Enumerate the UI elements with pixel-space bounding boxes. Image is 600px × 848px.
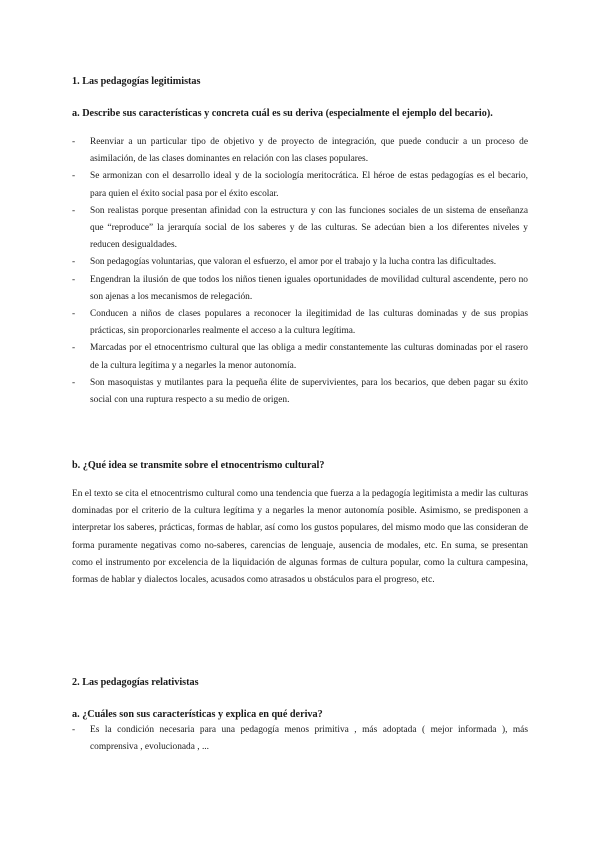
- dash-marker: -: [72, 725, 76, 735]
- section-1-bullet-list: [72, 134, 528, 409]
- list-item-text: Son realistas porque presentan afinidad con la estructura y con las funciones sociales de un sistema de enseñanza que “reproduce” la jerarquía social de los saberes y de las culturas. Se adecúan bien a los diferentes niveles y reducen desigualdades.: [90, 205, 528, 251]
- list-item: [72, 340, 528, 374]
- list-item: [72, 375, 528, 409]
- list-item-text: Se armonizan con el desarrollo ideal y de la sociología meritocrática. El héroe de estas pedagogías es el becario, para quien el éxito social pasa por el éxito escolar.: [90, 171, 528, 199]
- list-item: [72, 722, 528, 756]
- list-item-text: Son pedagogías voluntarias, que valoran el esfuerzo, el amor por el trabajo y la lucha contra las dificultades.: [90, 257, 497, 268]
- dash-marker: -: [72, 205, 76, 216]
- list-item-text: Es la condición necesaria para una pedagogía menos primitiva , más adoptada ( mejor informada ), más comprensiva , evolucionada , ...: [90, 725, 528, 753]
- dash-marker: -: [72, 343, 76, 354]
- dash-marker: -: [72, 309, 76, 320]
- list-item: [72, 168, 528, 202]
- section-2-title: 2. Las pedagogías relativistas: [72, 677, 199, 688]
- dash-marker: -: [72, 274, 76, 285]
- section-1-answer-b: En el texto se cita el etnocentrismo cultural como una tendencia que fuerza a la pedagogía legitimista a medir las culturas dominadas por el criterio de la cultura legítima y a negarles la menor autonomía posible. Asimismo, se predisponen a interpretar los saberes, prácticas, formas de hablar, así como los gustos populares, del mismo modo que las consideran de forma puramente negativas como no-saberes, carencias de lenguaje, ausencia de modales, etc. En suma, se presentan como el instrumento por excelencia de la liquidación de algunas formas de cultura popular, como la cultura campesina, formas de hablar y dialectos locales, acusados como atrasados u obstáculos para el progreso, etc.: [72, 489, 528, 586]
- dash-marker: -: [72, 137, 76, 147]
- list-item: [72, 254, 528, 271]
- section-1-question-a: a. Describe sus características y concreta cuál es su deriva (especialmente el ejemplo del becario).: [72, 108, 493, 119]
- list-item-text: Marcadas por el etnocentrismo cultural que las obliga a medir constantemente las culturas dominadas por el rasero de la cultura legítima y a negarles la menor autonomía.: [90, 343, 528, 371]
- list-item: [72, 134, 528, 168]
- list-item-text: Conducen a niños de clases populares a reconocer la ilegitimidad de las culturas dominadas y de sus propias prácticas, sin proporcionarles realmente el acceso a la cultura legítima.: [90, 309, 528, 337]
- list-item-text: Reenviar a un particular tipo de objetivo y de proyecto de integración, que puede conducir a un proceso de asimilación, de las clases dominantes en relación con las clases populares.: [90, 137, 528, 165]
- list-item: [72, 203, 528, 255]
- section-1-question-b: b. ¿Qué idea se transmite sobre el etnocentrismo cultural?: [72, 460, 325, 471]
- section-1-title: 1. Las pedagogías legitimistas: [72, 76, 201, 87]
- section-2-question-a: a. ¿Cuáles son sus características y explica en qué deriva?: [72, 709, 323, 720]
- dash-marker: -: [72, 377, 76, 388]
- dash-marker: -: [72, 171, 76, 182]
- dash-marker: -: [72, 257, 76, 268]
- list-item: [72, 272, 528, 306]
- list-item-text: Engendran la ilusión de que todos los niños tienen iguales oportunidades de movilidad cultural ascendente, pero no son ajenas a los mecanismos de relegación.: [90, 274, 528, 302]
- section-2-bullet-list: [72, 722, 528, 756]
- list-item-text: Son masoquistas y mutilantes para la pequeña élite de supervivientes, para los becarios, que deben pagar su éxito social con una ruptura respecto a su medio de origen.: [90, 377, 528, 406]
- list-item: [72, 306, 528, 340]
